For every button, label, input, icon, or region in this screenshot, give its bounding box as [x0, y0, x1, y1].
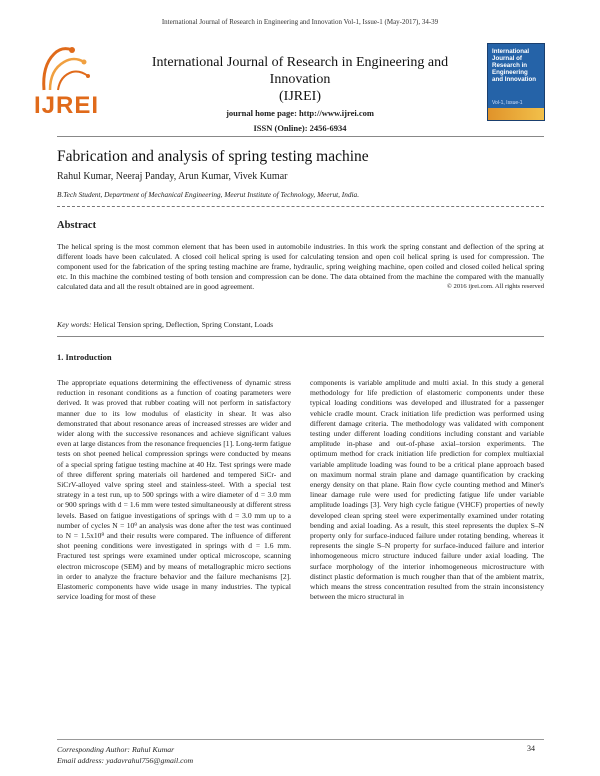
- author-email[interactable]: Email address: yadavrahul756@gmail.com: [57, 756, 194, 765]
- journal-homepage[interactable]: journal home page: http://www.ijrei.com: [226, 108, 374, 118]
- cover-stripe: [488, 108, 544, 120]
- journal-name: International Journal of Research in Engineering and Innovation: [151, 55, 449, 87]
- page-number: 34: [527, 744, 535, 753]
- abstract-text: The helical spring is the most common element that has been used in automobile industries. In this work the spring constant and deflection of the spring at different loads have been calculated. A closed coil helical spring is used for calculating tension and open coil helical spring is used for compression. The component used for the fabrication of the spring testing machine are frame, hydraulic, spring weighing machine, open coiled and closed coiled helical spring etc. In this machine the combined testing of both tension and compression can be done. The data obtained from the machine the compared with the manually calculated data and all the result obtained are in good agreement.: [57, 242, 544, 292]
- ijrei-logo-icon: [14, 36, 120, 96]
- abstract-heading: Abstract: [57, 220, 97, 231]
- cover-volume: Vol-1, Issue-1: [492, 100, 523, 106]
- corresponding-author: Corresponding Author: Rahul Kumar: [57, 745, 175, 754]
- affiliation-divider: [57, 206, 544, 207]
- section-heading-introduction: 1. Introduction: [57, 352, 112, 362]
- journal-cover: [487, 43, 545, 121]
- paper-affiliation: B.Tech Student, Department of Mechanical Engineering, Meerut Institute of Technology, Meerut, India.: [57, 190, 360, 199]
- cover-title: International Journal of Research in Engineering and Innovation: [492, 48, 536, 83]
- journal-header: [120, 54, 480, 133]
- intro-right-column: components is variable amplitude and multi axial. In this study a general methodology for life prediction of elastomeric components under these typical loading conditions was developed and illustrated for a passenger vehicle cradle mount. Crack initiation life prediction was performed using different damage criteria. The methodology was validated with component testing under different loading conditions including constant and variable amplitude in-phase and out-of-phase axial–torsion experiments. The optimum method for crack initiation life prediction for complex multiaxial variable amplitude loading was found to be a critical plane approach based on maximum normal strain plane and damage quantification by cracking energy density on that plane. Rain flow cycle counting method and Miner's linear damage rule were used for predicting fatigue life under variable amplitude loadings [3]. Very high cycle fatigue (VHCF) properties of newly developed clean spring steel were experimentally examined under rotating bending and axial loading. As a result, this steel represents the duplex S–N property only for surface-induced failure under rotating bending, whereas it represents the single S–N property for surface-induced failure and interior inhomogeneous micro structure induced failure under axial loading. The surface morphology of the interior inhomogeneous microstructure with distinct plastic deformation is much rougher than that of the ambient matrix, which means the stress concentration resulted from the strain inconsistency between the micro structural in: [310, 378, 544, 602]
- running-head: International Journal of Research in Engineering and Innovation Vol-1, Issue-1 (May-2017), 34-39: [161, 18, 439, 26]
- footer-rule: [57, 739, 544, 740]
- journal-abbrev: (IJREI): [279, 89, 321, 104]
- copyright-notice: © 2016 ijrei.com. All rights reserved: [446, 283, 544, 291]
- logo-text: IJREI: [34, 92, 100, 119]
- keywords-label: Key words:: [57, 320, 92, 329]
- footer: [57, 744, 193, 766]
- paper-title: Fabrication and analysis of spring testing machine: [57, 148, 369, 165]
- keywords: [57, 320, 544, 329]
- header-rule: [57, 136, 544, 137]
- abstract-body: [57, 242, 544, 292]
- keywords-rule: [57, 336, 544, 337]
- intro-left-column: The appropriate equations determining the effectiveness of dynamic stress reduction in resonant conditions as a function of coating parameters were derived. It was proved that rubber coating will not perform in satisfactory manner due to its low modulus of elasticity in shear. It was also demonstrated that about resonance areas of increased stresses are wider and wider along with the successive resonances and achieve significant values even at large distances from the resonance frequencies [1]. Long-term fatigue tests on shot peened helical compression springs were conducted by means of a special spring fatigue testing machine at 40 Hz. Test springs were made of three different spring materials oil hardened and tempered SiCr- and SiCrV-alloyed valve spring steel and stainless-steel. With a special test strategy in a test run, up to 500 springs with a wire diameter of d = 3.0 mm or 900 springs with d = 1.6 mm were tested simultaneously at different stress levels. Based on fatigue investigations of springs with d = 3.0 mm up to a number of cycles N = 10⁹ an analysis was done after the test was continued to N = 1.5x10⁹ and their results were compared. The influence of different shot peening conditions were investigated in springs with d = 1.6 mm. Fractured test springs were examined under optical microscope, scanning electron microscope (SEM) and by means of metallographic micro sections in order to analyze the fracture behavior and the failure mechanisms [2]. Elastomeric components have wide usage in many industries. The typical service loading for most of these: [57, 378, 291, 602]
- keywords-text: Helical Tension spring, Deflection, Spring Constant, Loads: [93, 320, 274, 329]
- journal-issn: ISSN (Online): 2456-6934: [253, 123, 347, 133]
- paper-authors: Rahul Kumar, Neeraj Panday, Arun Kumar, Vivek Kumar: [57, 171, 288, 182]
